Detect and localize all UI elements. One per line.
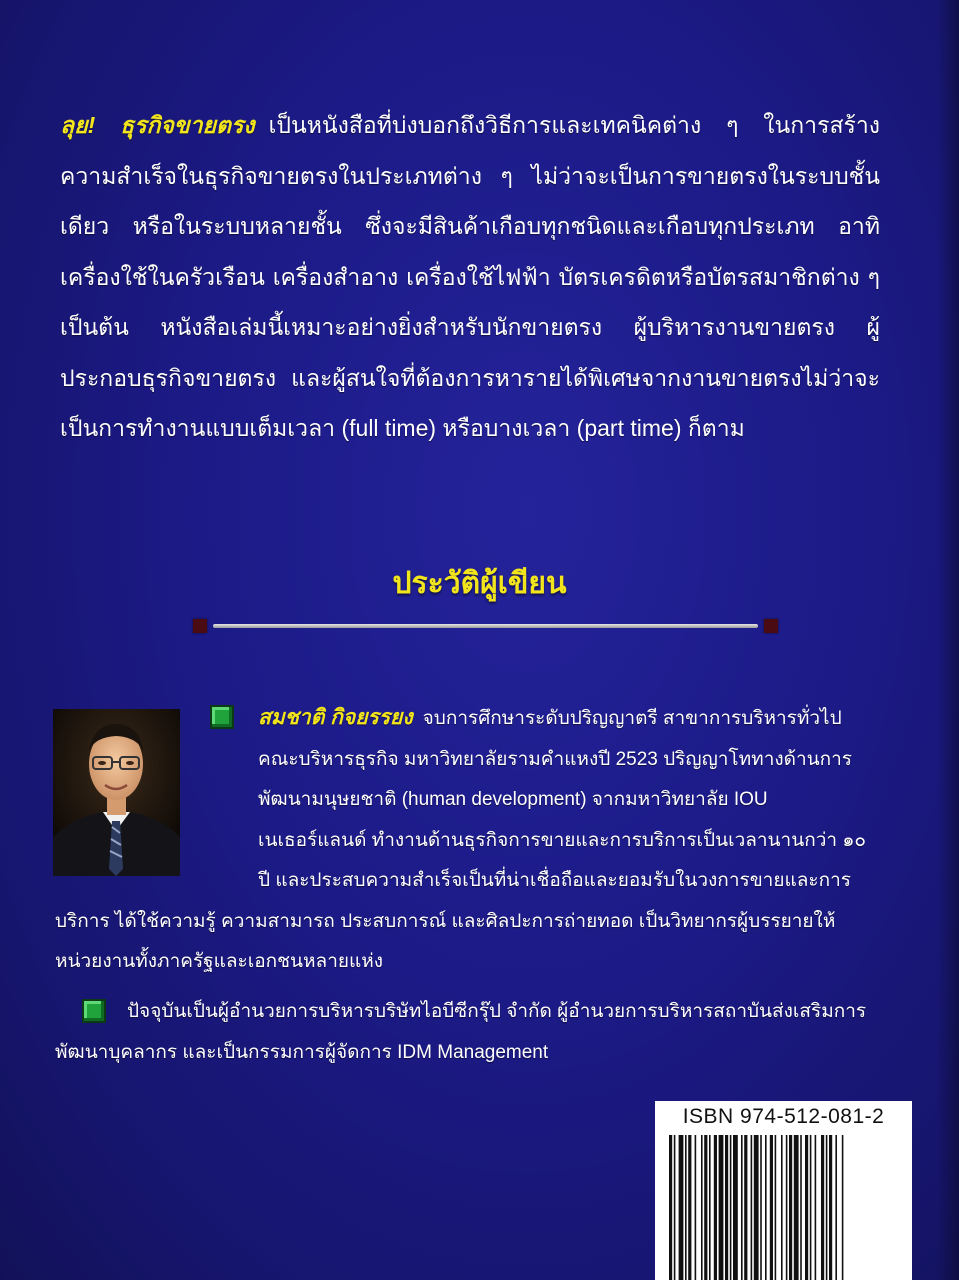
book-title: ลุย! ธุรกิจขายตรง [60,112,255,138]
divider-line [213,624,758,628]
author-name: สมชาติ กิจยรรยง [258,706,413,729]
barcode-icon [669,1135,899,1280]
author-section-heading: ประวัติผู้เขียน [392,567,567,600]
author-bio-paragraph-2 [55,992,870,1073]
isbn-label: ISBN 974-512-081-2 [682,1105,885,1128]
divider-left-cap [193,619,207,633]
author-bio-text-1: จบการศึกษาระดับปริญญาตรี สาขาการบริหารทั่วไป คณะบริหารธุรกิจ มหาวิทยาลัยรามคำแหงปี 2523 ปริญญาโททางด้านการพัฒนามนุษยชาติ (human development) จากมหาวิทยาลัย IOU เนเธอร์แลนด์ ทำงานด้านธุรกิจการขายและการบริการเป็นเวลานานกว่า ๑๐ ปี และประสบความสำเร็จเป็นที่น่าเชื่อถือและยอมรับในวงการขายและการบริการ ได้ใช้ความรู้ ความสามารถ ประสบการณ์ และศิลปะการถ่ายทอด เป็นวิทยากรผู้บรรยายให้หน่วยงานทั้งภาครัฐและเอกชนหลายแห่ง [55,708,866,972]
isbn-barcode-box [655,1101,912,1280]
book-description-text: เป็นหนังสือที่บ่งบอกถึงวิธีการและเทคนิคต่าง ๆ ในการสร้างความสำเร็จในธุรกิจขายตรงในประเภทต่าง ๆ ไม่ว่าจะเป็นการขายตรงในระบบชั้นเดียว หรือในระบบหลายชั้น ซึ่งจะมีสินค้าเกือบทุกชนิดและเกือบทุกประเภท อาทิ เครื่องใช้ในครัวเรือน เครื่องสำอาง เครื่องใช้ไฟฟ้า บัตรเครดิตหรือบัตรสมาชิกต่าง ๆ เป็นต้น หนังสือเล่มนี้เหมาะอย่างยิ่งสำหรับนักขายตรง ผู้บริหารงานขายตรง ผู้ประกอบธุรกิจขายตรง และผู้สนใจที่ต้องการหารายได้พิเศษจากงานขายตรงไม่ว่าจะเป็นการทำงานแบบเต็มเวลา (full time) หรือบางเวลา (part time) ก็ตาม [60,112,880,441]
author-bio-text-2: ปัจจุบันเป็นผู้อำนวยการบริหารบริษัทไอบีซีกรุ๊ป จำกัด ผู้อำนวยการบริหารสถาบันส่งเสริมการพัฒนาบุคลากร และเป็นกรรมการผู้จัดการ IDM Management [55,1001,867,1063]
section-divider [193,619,778,633]
author-bio-paragraph-1 [55,698,870,983]
spine-edge-shadow [937,0,959,1280]
divider-right-cap [764,619,778,633]
book-description [60,100,880,454]
